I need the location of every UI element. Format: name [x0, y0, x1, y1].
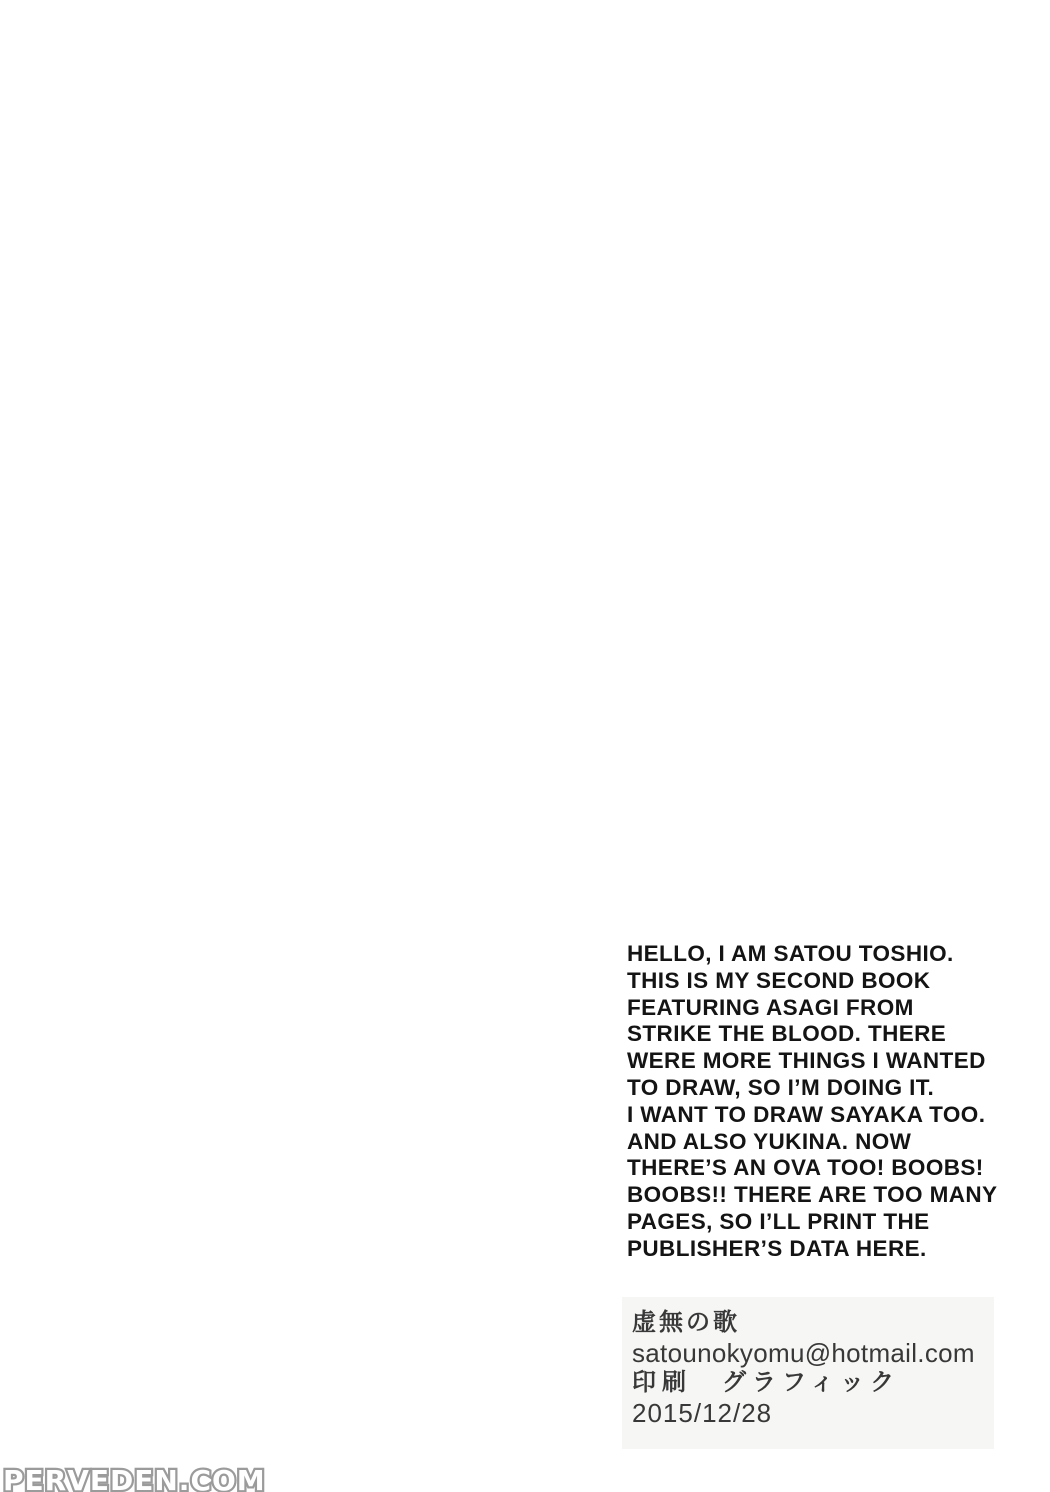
- text-line: HELLO, I AM SATOU TOSHIO.: [627, 941, 954, 966]
- watermark-svg: [1, 1464, 301, 1492]
- text-line: AND ALSO YUKINA. NOW: [627, 1128, 912, 1154]
- watermark: [1, 1464, 301, 1492]
- text-line: WERE MORE THINGS I WANTED: [627, 1048, 986, 1074]
- publisher-info-block: [632, 1308, 975, 1428]
- text-line: I WANT TO DRAW SAYAKA TOO.: [627, 1101, 986, 1127]
- watermark-text: PERVEDEN.COM: [3, 1464, 266, 1492]
- publication-date: 2015/12/28: [632, 1398, 773, 1428]
- text-line: BOOBS!! THERE ARE TOO MANY: [627, 1182, 998, 1208]
- text-line: PAGES, SO I’LL PRINT THE: [627, 1208, 930, 1234]
- text-line: THERE’S AN OVA TOO! BOOBS!: [627, 1155, 984, 1181]
- afterword-text-block: [627, 941, 997, 1263]
- printer-name-japanese: 印刷 グラフィック: [632, 1369, 901, 1396]
- text-line: STRIKE THE BLOOD. THERE: [627, 1021, 947, 1047]
- text-line: THIS IS MY SECOND BOOK: [627, 967, 931, 993]
- circle-title-japanese: 虚無の歌: [632, 1309, 740, 1336]
- text-line: TO DRAW, SO I’M DOING IT.: [627, 1074, 935, 1100]
- contact-email: satounokyomu@hotmail.com: [632, 1338, 975, 1368]
- text-line: PUBLISHER’S DATA HERE.: [627, 1235, 927, 1261]
- text-line: FEATURING ASAGI FROM: [627, 994, 914, 1020]
